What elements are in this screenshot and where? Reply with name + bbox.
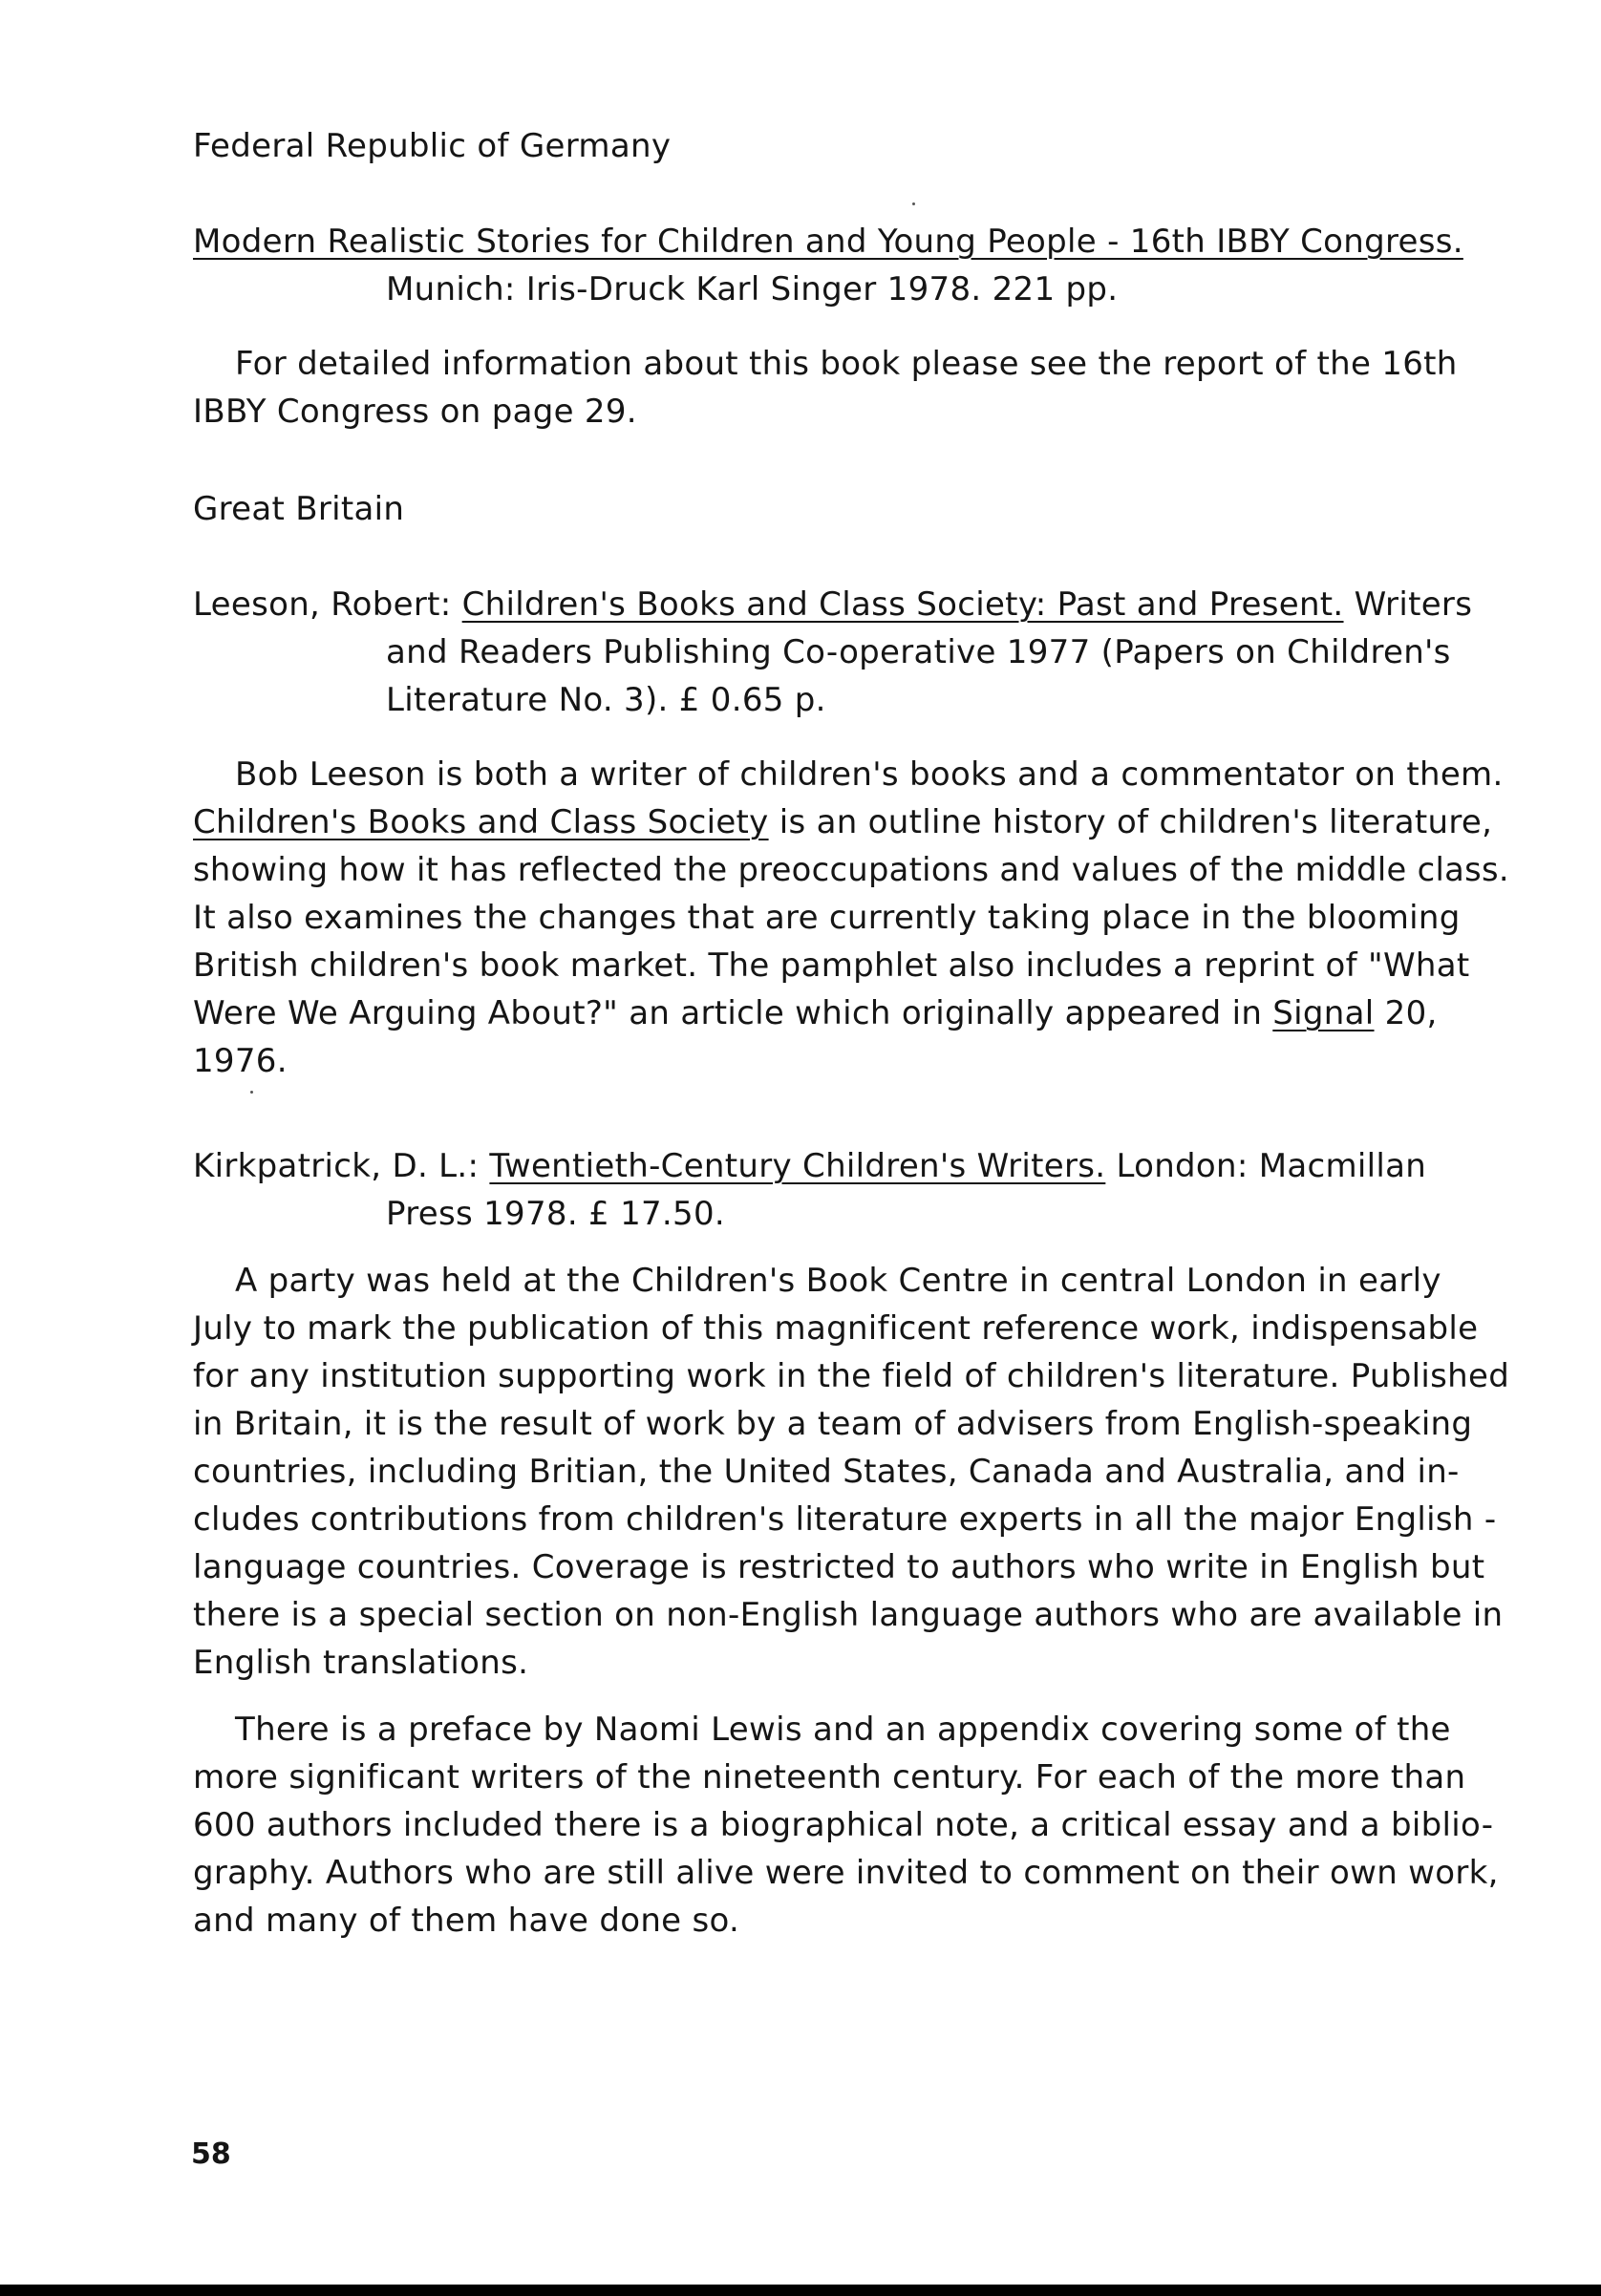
para2-line: Bob Leeson is both a writer of children's books and a commentator on them. xyxy=(235,755,1504,794)
scan-speck xyxy=(250,1091,253,1094)
para4-line: and many of them have done so. xyxy=(193,1902,740,1940)
para2-line xyxy=(193,989,1438,1037)
entry1-title: Modern Realistic Stories for Children and Young People - 16th IBBY Congress. xyxy=(193,223,1463,261)
para4-line: graphy. Authors who are still alive were invited to comment on their own work, xyxy=(193,1854,1499,1892)
entry3-publisher: Press 1978. £ 17.50. xyxy=(386,1195,726,1233)
para3-line: for any institution supporting work in the field of children's literature. Published xyxy=(193,1357,1510,1395)
para4-line: more significant writers of the nineteenth century. For each of the more than xyxy=(193,1758,1466,1796)
para3-line: countries, including Britian, the United States, Canada and Australia, and in- xyxy=(193,1453,1460,1491)
para4-line: 600 authors included there is a biographical note, a critical essay and a biblio- xyxy=(193,1806,1494,1844)
para2-line: British children's book market. The pamphlet also includes a reprint of "What xyxy=(193,946,1470,985)
para3-line: there is a special section on non-English language authors who are available in xyxy=(193,1596,1504,1634)
section-heading-britain: Great Britain xyxy=(193,490,405,528)
para2-text: 20, xyxy=(1374,994,1438,1032)
entry2-series-price: Literature No. 3). £ 0.65 p. xyxy=(386,681,826,719)
para3-line: A party was held at the Children's Book Centre in central London in early xyxy=(235,1262,1441,1300)
para2-text: Were We Arguing About?" an article which originally appeared in xyxy=(193,994,1273,1032)
para2-book-title: Children's Books and Class Society xyxy=(193,803,769,841)
entry3-author: Kirkpatrick, D. L.: xyxy=(193,1147,490,1185)
para3-line: language countries. Coverage is restricted to authors who write in English but xyxy=(193,1548,1485,1586)
para3-line: July to mark the publication of this magnificent reference work, indispensable xyxy=(193,1309,1479,1348)
entry1-title-line xyxy=(193,218,1463,266)
entry3-publisher-start: London: Macmillan xyxy=(1105,1147,1427,1185)
para3-line: in Britain, it is the result of work by a team of advisers from English-speaking xyxy=(193,1405,1473,1443)
entry3-title: Twentieth-Century Children's Writers. xyxy=(489,1147,1106,1185)
entry2-title-line xyxy=(193,581,1472,628)
para4-line: There is a preface by Naomi Lewis and an appendix covering some of the xyxy=(235,1711,1451,1749)
para3-line: English translations. xyxy=(193,1644,529,1682)
section-heading-germany: Federal Republic of Germany xyxy=(193,127,672,165)
para2-text: is an outline history of children's literature, xyxy=(768,803,1493,841)
page-number: 58 xyxy=(191,2137,231,2171)
para2-line: It also examines the changes that are currently taking place in the blooming xyxy=(193,899,1461,937)
entry1-publication: Munich: Iris-Druck Karl Singer 1978. 221 pp. xyxy=(386,270,1119,308)
entry2-publisher-start: Writers xyxy=(1343,585,1473,624)
para1-line: For detailed information about this book please see the report of the 16th xyxy=(235,345,1458,383)
para2-line: 1976. xyxy=(193,1042,288,1080)
entry2-publisher: and Readers Publishing Co-operative 1977 (Papers on Children's xyxy=(386,633,1451,671)
para3-line: cludes contributions from children's literature experts in all the major English - xyxy=(193,1500,1497,1539)
scan-speck xyxy=(912,202,915,205)
para1-line: IBBY Congress on page 29. xyxy=(193,393,637,431)
scan-bottom-border xyxy=(0,2285,1601,2296)
para2-line: showing how it has reflected the preoccupations and values of the middle class. xyxy=(193,851,1509,889)
entry3-title-line xyxy=(193,1142,1426,1190)
entry2-author: Leeson, Robert: xyxy=(193,585,462,624)
entry2-title: Children's Books and Class Society: Past and Present. xyxy=(461,585,1344,624)
para2-journal-title: Signal xyxy=(1272,994,1375,1032)
para2-line xyxy=(193,798,1492,846)
